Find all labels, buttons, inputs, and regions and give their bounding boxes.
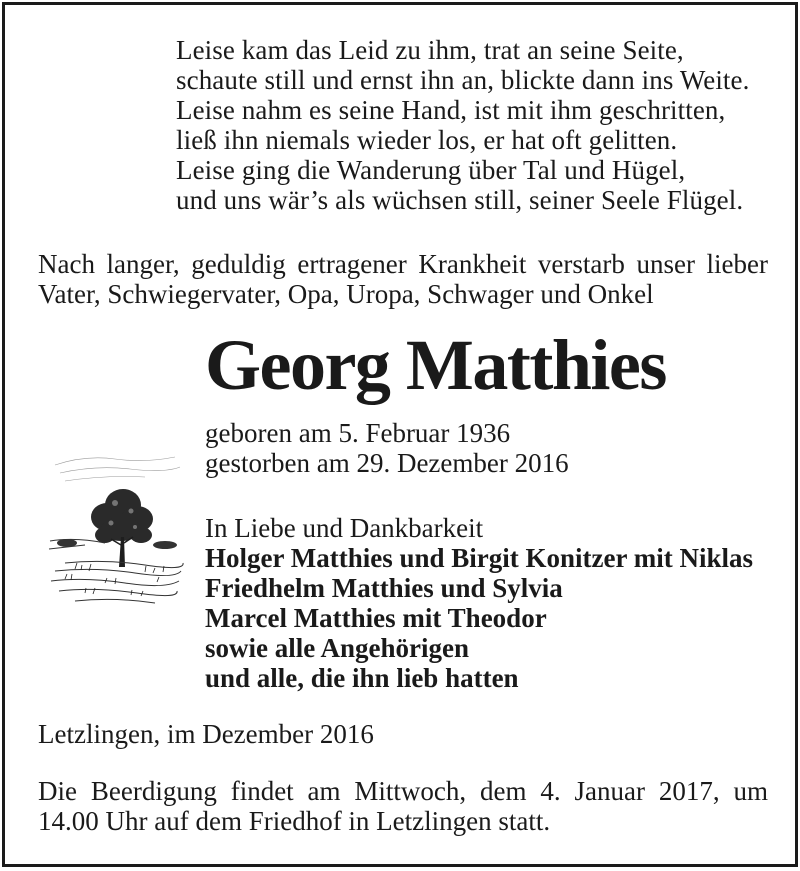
announcement-line: Nach langer, geduldig ertragener Krankheit verstarb unser lieber — [38, 249, 768, 279]
funeral-details — [38, 776, 768, 836]
poem-line: Leise ging die Wanderung über Tal und Hügel, — [176, 155, 686, 185]
poem-line: Leise kam das Leid zu ihm, trat an seine Seite, — [176, 35, 684, 65]
poem-line: schaute still und ernst ihn an, blickte dann ins Weite. — [176, 65, 750, 95]
mourner-entry: Holger Matthies und Birgit Konitzer mit Niklas — [205, 543, 753, 573]
announcement-line: Vater, Schwiegervater, Opa, Uropa, Schwager und Onkel — [38, 279, 654, 309]
place-and-date: Letzlingen, im Dezember 2016 — [38, 719, 374, 749]
mourner-entry: und alle, die ihn lieb hatten — [205, 663, 519, 693]
deceased-name: Georg Matthies — [205, 325, 666, 405]
birth-date: geboren am 5. Februar 1936 — [205, 418, 511, 448]
poem-line: ließ ihn niemals wieder los, er hat oft gelitten. — [176, 125, 678, 155]
funeral-line: Die Beerdigung findet am Mittwoch, dem 4. Januar 2017, um — [38, 776, 768, 806]
mourner-entry: sowie alle Angehörigen — [205, 633, 469, 663]
obituary-notice — [2, 2, 798, 867]
mourners-list — [205, 513, 753, 693]
death-date: gestorben am 29. Dezember 2016 — [205, 448, 569, 478]
poem-line: und uns wär’s als wüchsen still, seiner Seele Flügel. — [176, 185, 744, 215]
tree-landscape-icon — [45, 445, 185, 615]
memorial-poem — [176, 35, 776, 215]
mourners-intro: In Liebe und Dankbarkeit — [205, 513, 484, 543]
life-dates — [205, 418, 569, 478]
funeral-line: 14.00 Uhr auf dem Friedhof in Letzlingen statt. — [38, 806, 551, 836]
mourner-entry: Marcel Matthies mit Theodor — [205, 603, 547, 633]
mourner-entry: Friedhelm Matthies und Sylvia — [205, 573, 563, 603]
poem-line: Leise nahm es seine Hand, ist mit ihm geschritten, — [176, 95, 726, 125]
death-announcement-text — [38, 249, 768, 309]
